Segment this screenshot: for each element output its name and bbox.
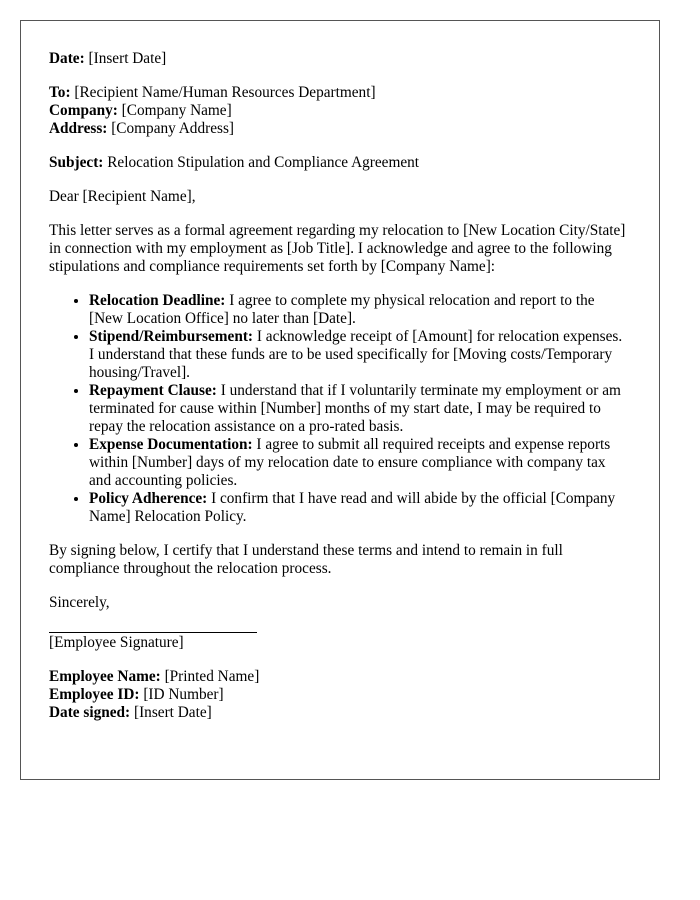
term-title: Expense Documentation: [89, 436, 253, 453]
list-item [89, 328, 631, 382]
term-title: Stipend/Reimbursement: [89, 328, 254, 345]
list-item [89, 292, 631, 328]
company-value: [Company Name] [121, 102, 232, 119]
list-item [89, 382, 631, 436]
employee-id-line [49, 686, 631, 704]
term-title: Policy Adherence: [89, 490, 208, 507]
to-value: [Recipient Name/Human Resources Department] [74, 84, 376, 101]
employee-details [49, 668, 631, 722]
letter-document [20, 20, 660, 780]
subject-label: Subject: [49, 154, 104, 171]
date-label: Date: [49, 50, 85, 67]
signature-line [49, 632, 257, 633]
employee-name-line [49, 668, 631, 686]
term-title: Relocation Deadline: [89, 292, 226, 309]
employee-id-label: Employee ID: [49, 686, 140, 703]
term-text: I agree to submit all required receipts and expense reports within [Number] days of my relocation date to ensure compliance with company tax and accounting policies. [89, 436, 611, 489]
term-text: I agree to complete my physical relocation and report to the [New Location Office] no later than [Date]. [89, 292, 595, 327]
salutation: Dear [Recipient Name], [49, 188, 196, 205]
term-text: I confirm that I have read and will abide by the official [Company Name] Relocation Policy. [89, 490, 616, 525]
term-text: I acknowledge receipt of [Amount] for relocation expenses. I understand that these funds are to be used specifically for [Moving costs/Temporary housing/Travel]. [89, 328, 623, 381]
term-title: Repayment Clause: [89, 382, 217, 399]
intro-paragraph: This letter serves as a formal agreement regarding my relocation to [New Location City/State] in connection with my employment as [Job Title]. I acknowledge and agree to the following stipulations and compliance requirements set forth by [Company Name]: [49, 222, 626, 275]
terms-list [49, 292, 631, 526]
recipient-block [49, 84, 631, 138]
employee-name-label: Employee Name: [49, 668, 161, 685]
list-item [89, 436, 631, 490]
subject-line [49, 154, 631, 172]
employee-name-value: [Printed Name] [164, 668, 260, 685]
company-line [49, 102, 631, 120]
list-item [89, 490, 631, 526]
date-signed-line [49, 704, 631, 722]
date-signed-value: [Insert Date] [133, 704, 212, 721]
address-line [49, 120, 631, 138]
to-label: To: [49, 84, 71, 101]
address-label: Address: [49, 120, 108, 137]
subject-value: Relocation Stipulation and Compliance Agreement [107, 154, 420, 171]
signature-caption: [Employee Signature] [49, 634, 184, 651]
date-line [49, 50, 631, 68]
date-value: [Insert Date] [88, 50, 167, 67]
to-line [49, 84, 631, 102]
company-label: Company: [49, 102, 118, 119]
employee-id-value: [ID Number] [143, 686, 224, 703]
closing-paragraph: By signing below, I certify that I understand these terms and intend to remain in full compliance throughout the relocation process. [49, 542, 563, 577]
date-signed-label: Date signed: [49, 704, 131, 721]
signoff: Sincerely, [49, 594, 110, 611]
term-text: I understand that if I voluntarily terminate my employment or am terminated for cause within [Number] months of my start date, I may be required to repay the relocation assistance on a pro-rated basis. [89, 382, 621, 435]
address-value: [Company Address] [111, 120, 234, 137]
